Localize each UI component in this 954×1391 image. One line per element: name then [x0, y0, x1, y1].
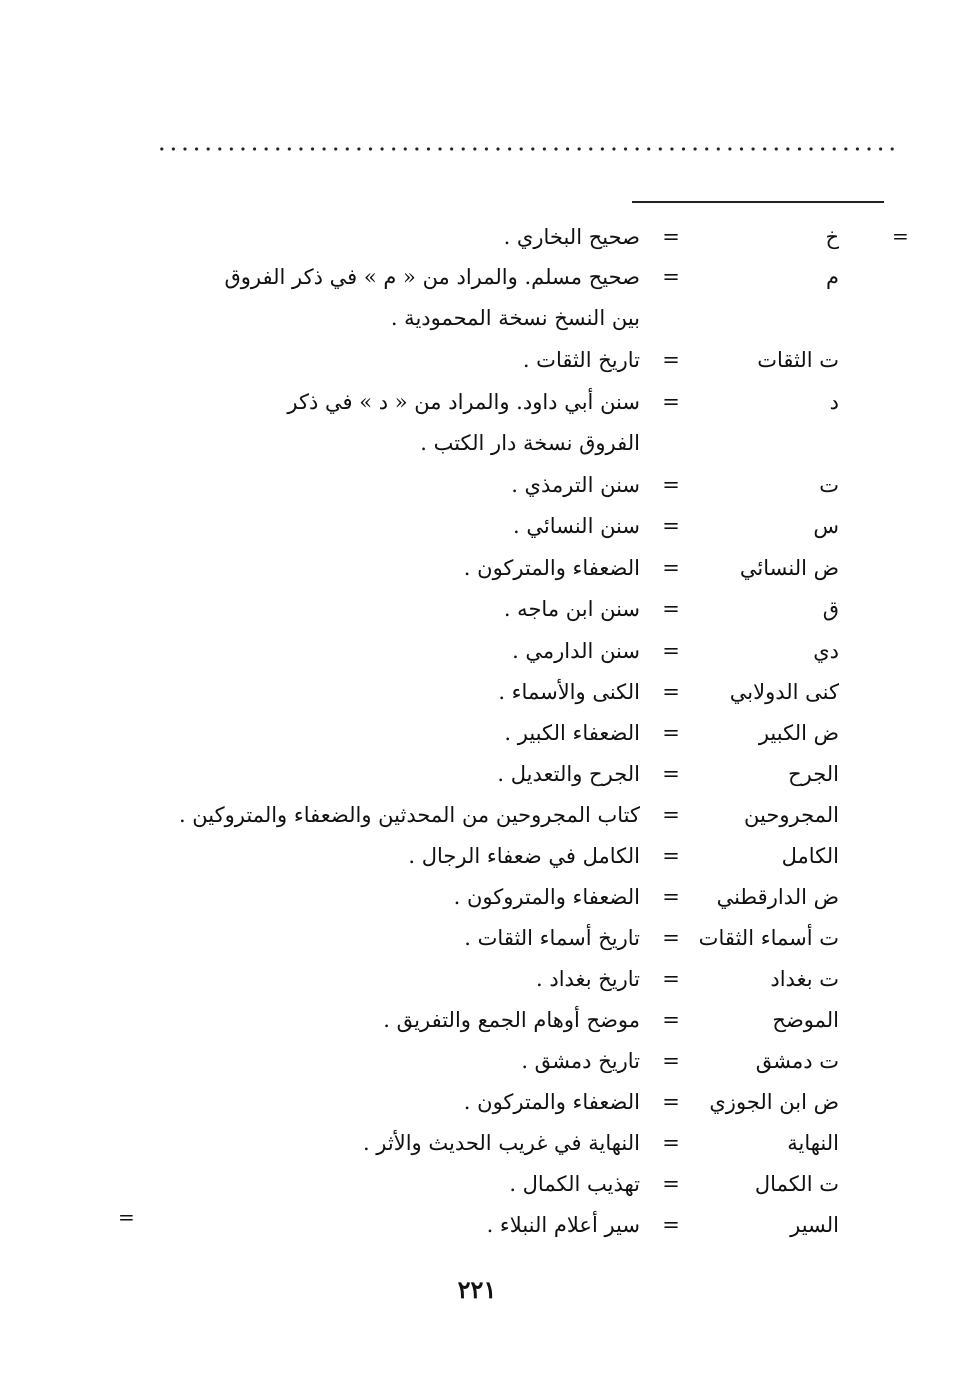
entry-row: [0, 262, 954, 292]
entry-row: [0, 1087, 954, 1117]
entry-expansion: سنن الترمذي .: [511, 473, 640, 497]
entry-expansion: الضعفاء والمتركون .: [463, 556, 640, 580]
entry-equals: =: [662, 1213, 680, 1237]
entry-expansion: سير أعلام النبلاء .: [486, 1213, 640, 1237]
entry-row: [0, 882, 954, 912]
entry-row: [0, 964, 954, 994]
entry-expansion: سنن الدارمي .: [512, 639, 640, 663]
entry-expansion: صحيح مسلم. والمراد من « م » في ذكر الفروق: [224, 265, 640, 289]
entry-abbr: ض ابن الجوزي: [709, 1090, 839, 1114]
entry-abbr: كنى الدولابي: [729, 680, 839, 704]
entry-expansion: الضعفاء والمتركون .: [463, 1090, 640, 1114]
entry-equals: =: [662, 1131, 680, 1155]
entry-row: [0, 923, 954, 953]
entry-abbr: دي: [813, 639, 839, 663]
entry-equals: =: [662, 514, 680, 538]
right-margin-mark: =: [892, 224, 909, 248]
entry-expansion: موضح أوهام الجمع والتفريق .: [383, 1008, 640, 1032]
entry-row: [0, 1128, 954, 1158]
dotted-separator: [156, 146, 896, 152]
entry-row: [0, 1005, 954, 1035]
entry-abbr: ت دمشق: [755, 1049, 839, 1073]
entry-abbr: ض الدارقطني: [716, 885, 839, 909]
entry-expansion: الكامل في ضعفاء الرجال .: [408, 844, 640, 868]
entry-row: [0, 470, 954, 500]
entry-abbr: الجرح: [788, 762, 839, 786]
entry-row: [0, 677, 954, 707]
entry-abbr: ت بغداد: [770, 967, 839, 991]
entry-expansion: كتاب المجروحين من المحدثين والضعفاء والمتروكين .: [178, 803, 640, 827]
entry-equals: =: [662, 967, 680, 991]
entry-equals: =: [662, 844, 680, 868]
entry-abbr: ض النسائي: [739, 556, 839, 580]
entry-continuation: بين النسخ نسخة المحمودية .: [390, 306, 640, 330]
entry-row: [0, 718, 954, 748]
entry-equals: =: [662, 721, 680, 745]
entry-row: [0, 345, 954, 375]
entry-expansion: سنن النسائي .: [513, 514, 640, 538]
entry-expansion: الضعفاء والمتروكون .: [453, 885, 640, 909]
entry-equals: =: [662, 1049, 680, 1073]
entry-equals: =: [662, 473, 680, 497]
entry-abbr: المجروحين: [744, 803, 839, 827]
entry-equals: =: [662, 390, 680, 414]
entry-equals: =: [662, 348, 680, 372]
entry-abbr: ت الكمال: [754, 1172, 839, 1196]
entry-row: [0, 1169, 954, 1199]
entry-equals: =: [662, 885, 680, 909]
page-number: ٢٢١: [457, 1275, 497, 1304]
header-rule: [632, 201, 884, 203]
entry-expansion: تاريخ الثقات .: [522, 348, 640, 372]
entry-row: [0, 511, 954, 541]
entry-equals: =: [662, 639, 680, 663]
entry-equals: =: [662, 803, 680, 827]
entry-abbr: ت: [819, 473, 839, 497]
entry-row: [0, 594, 954, 624]
entry-continuation: الفروق نسخة دار الكتب .: [420, 431, 640, 455]
entry-expansion: تاريخ أسماء الثقات .: [464, 926, 640, 950]
entry-equals: =: [662, 1008, 680, 1032]
entry-expansion: سنن ابن ماجه .: [503, 597, 640, 621]
entry-expansion: تهذيب الكمال .: [509, 1172, 640, 1196]
entry-equals: =: [662, 597, 680, 621]
entry-row: [0, 222, 954, 252]
entry-abbr: الموضح: [772, 1008, 839, 1032]
entry-equals: =: [662, 265, 680, 289]
entry-equals: =: [662, 926, 680, 950]
entry-expansion: تاريخ دمشق .: [521, 1049, 640, 1073]
entry-expansion: سنن أبي داود. والمراد من « د » في ذكر: [287, 390, 640, 414]
entry-abbr: السير: [790, 1213, 839, 1237]
entry-equals: =: [662, 762, 680, 786]
entry-row: [0, 841, 954, 871]
entry-row: [0, 387, 954, 417]
entry-row: [0, 553, 954, 583]
left-margin-mark: =: [118, 1205, 135, 1229]
entry-row: [0, 1046, 954, 1076]
entry-expansion: الكنى والأسماء .: [498, 680, 640, 704]
entry-abbr: ت الثقات: [757, 348, 839, 372]
entry-expansion: الضعفاء الكبير .: [504, 721, 640, 745]
entry-abbr: النهاية: [787, 1131, 839, 1155]
entry-equals: =: [662, 556, 680, 580]
entry-abbr: ت أسماء الثقات: [698, 926, 839, 950]
entry-equals: =: [662, 1172, 680, 1196]
entry-abbr: د: [829, 390, 839, 414]
entry-row: [0, 759, 954, 789]
entry-equals: =: [662, 1090, 680, 1114]
entry-row: [0, 800, 954, 830]
entry-row: [0, 636, 954, 666]
entry-abbr: خ: [825, 225, 839, 249]
entry-row: [0, 1210, 954, 1240]
entry-expansion: الجرح والتعديل .: [497, 762, 640, 786]
entry-expansion: تاريخ بغداد .: [536, 967, 640, 991]
entry-expansion: صحيح البخاري .: [503, 225, 640, 249]
entry-abbr: الكامل: [781, 844, 839, 868]
entry-equals: =: [662, 680, 680, 704]
entry-abbr: س: [813, 514, 839, 538]
entry-equals: =: [662, 225, 680, 249]
entry-expansion: النهاية في غريب الحديث والأثر .: [362, 1131, 640, 1155]
entry-abbr: ق: [822, 597, 839, 621]
entry-abbr: ض الكبير: [758, 721, 839, 745]
entry-abbr: م: [825, 265, 839, 289]
